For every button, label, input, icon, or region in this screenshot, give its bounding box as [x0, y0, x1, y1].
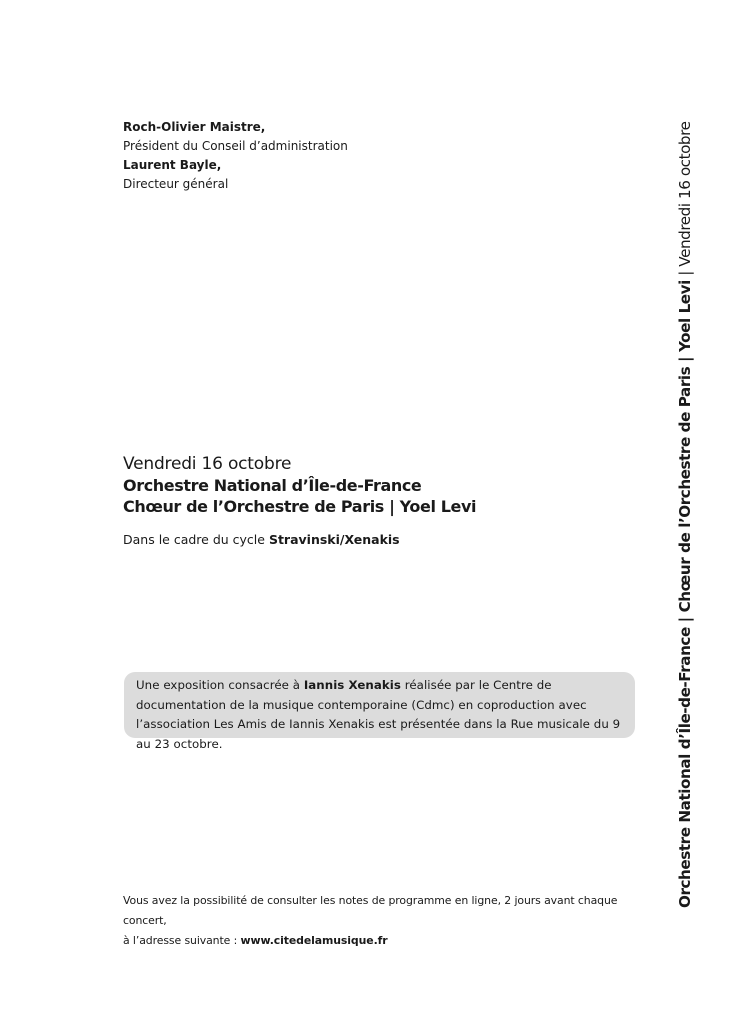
footer-line-1: Vous avez la possibilité de consulter les notes de programme en ligne, 2 jours avant chaque concert, — [123, 894, 618, 927]
signatories-block — [123, 118, 348, 194]
cycle-prefix: Dans le cadre du cycle — [123, 532, 269, 547]
cycle-name: Stravinski/Xenakis — [268, 532, 400, 547]
footer-note — [123, 891, 643, 951]
signatory-title: Directeur général — [123, 177, 229, 191]
exhibition-text-before: Une exposition consacrée à — [136, 678, 304, 692]
concert-ensemble-line-1: Orchestre National d’Île-de-France — [123, 476, 422, 495]
concert-heading — [123, 454, 643, 548]
signatory-title: Président du Conseil d’administration — [123, 139, 348, 153]
spine-separator: | — [676, 266, 694, 281]
vertical-spine-title — [670, 121, 700, 908]
concert-ensemble-line-2: Chœur de l’Orchestre de Paris | Yoel Levi — [123, 497, 477, 516]
concert-cycle — [123, 532, 643, 548]
spine-date: Vendredi 16 octobre — [676, 121, 694, 267]
signatory-name: Roch-Olivier Maistre, — [123, 120, 266, 134]
footer-line-2 — [123, 931, 643, 951]
exhibition-notice — [124, 672, 635, 751]
footer-line-2-prefix: à l’adresse suivante : — [123, 934, 241, 947]
concert-date: Vendredi 16 octobre — [123, 454, 292, 474]
exhibition-highlight: Iannis Xenakis — [303, 678, 401, 692]
footer-url: www.citedelamusique.fr — [240, 934, 388, 947]
exhibition-text-after: réalisée par le Centre de documentation de la musique contemporaine (Cdmc) en coproduction avec l’association Les Amis de Iannis Xenakis est présentée dans la Rue musicale du 9 au 23 octobre. — [136, 678, 621, 751]
spine-bold-text: Orchestre National d’Île-de-France | Chœur de l’Orchestre de Paris | Yoel Levi — [676, 280, 694, 908]
signatory-name: Laurent Bayle, — [123, 158, 222, 172]
